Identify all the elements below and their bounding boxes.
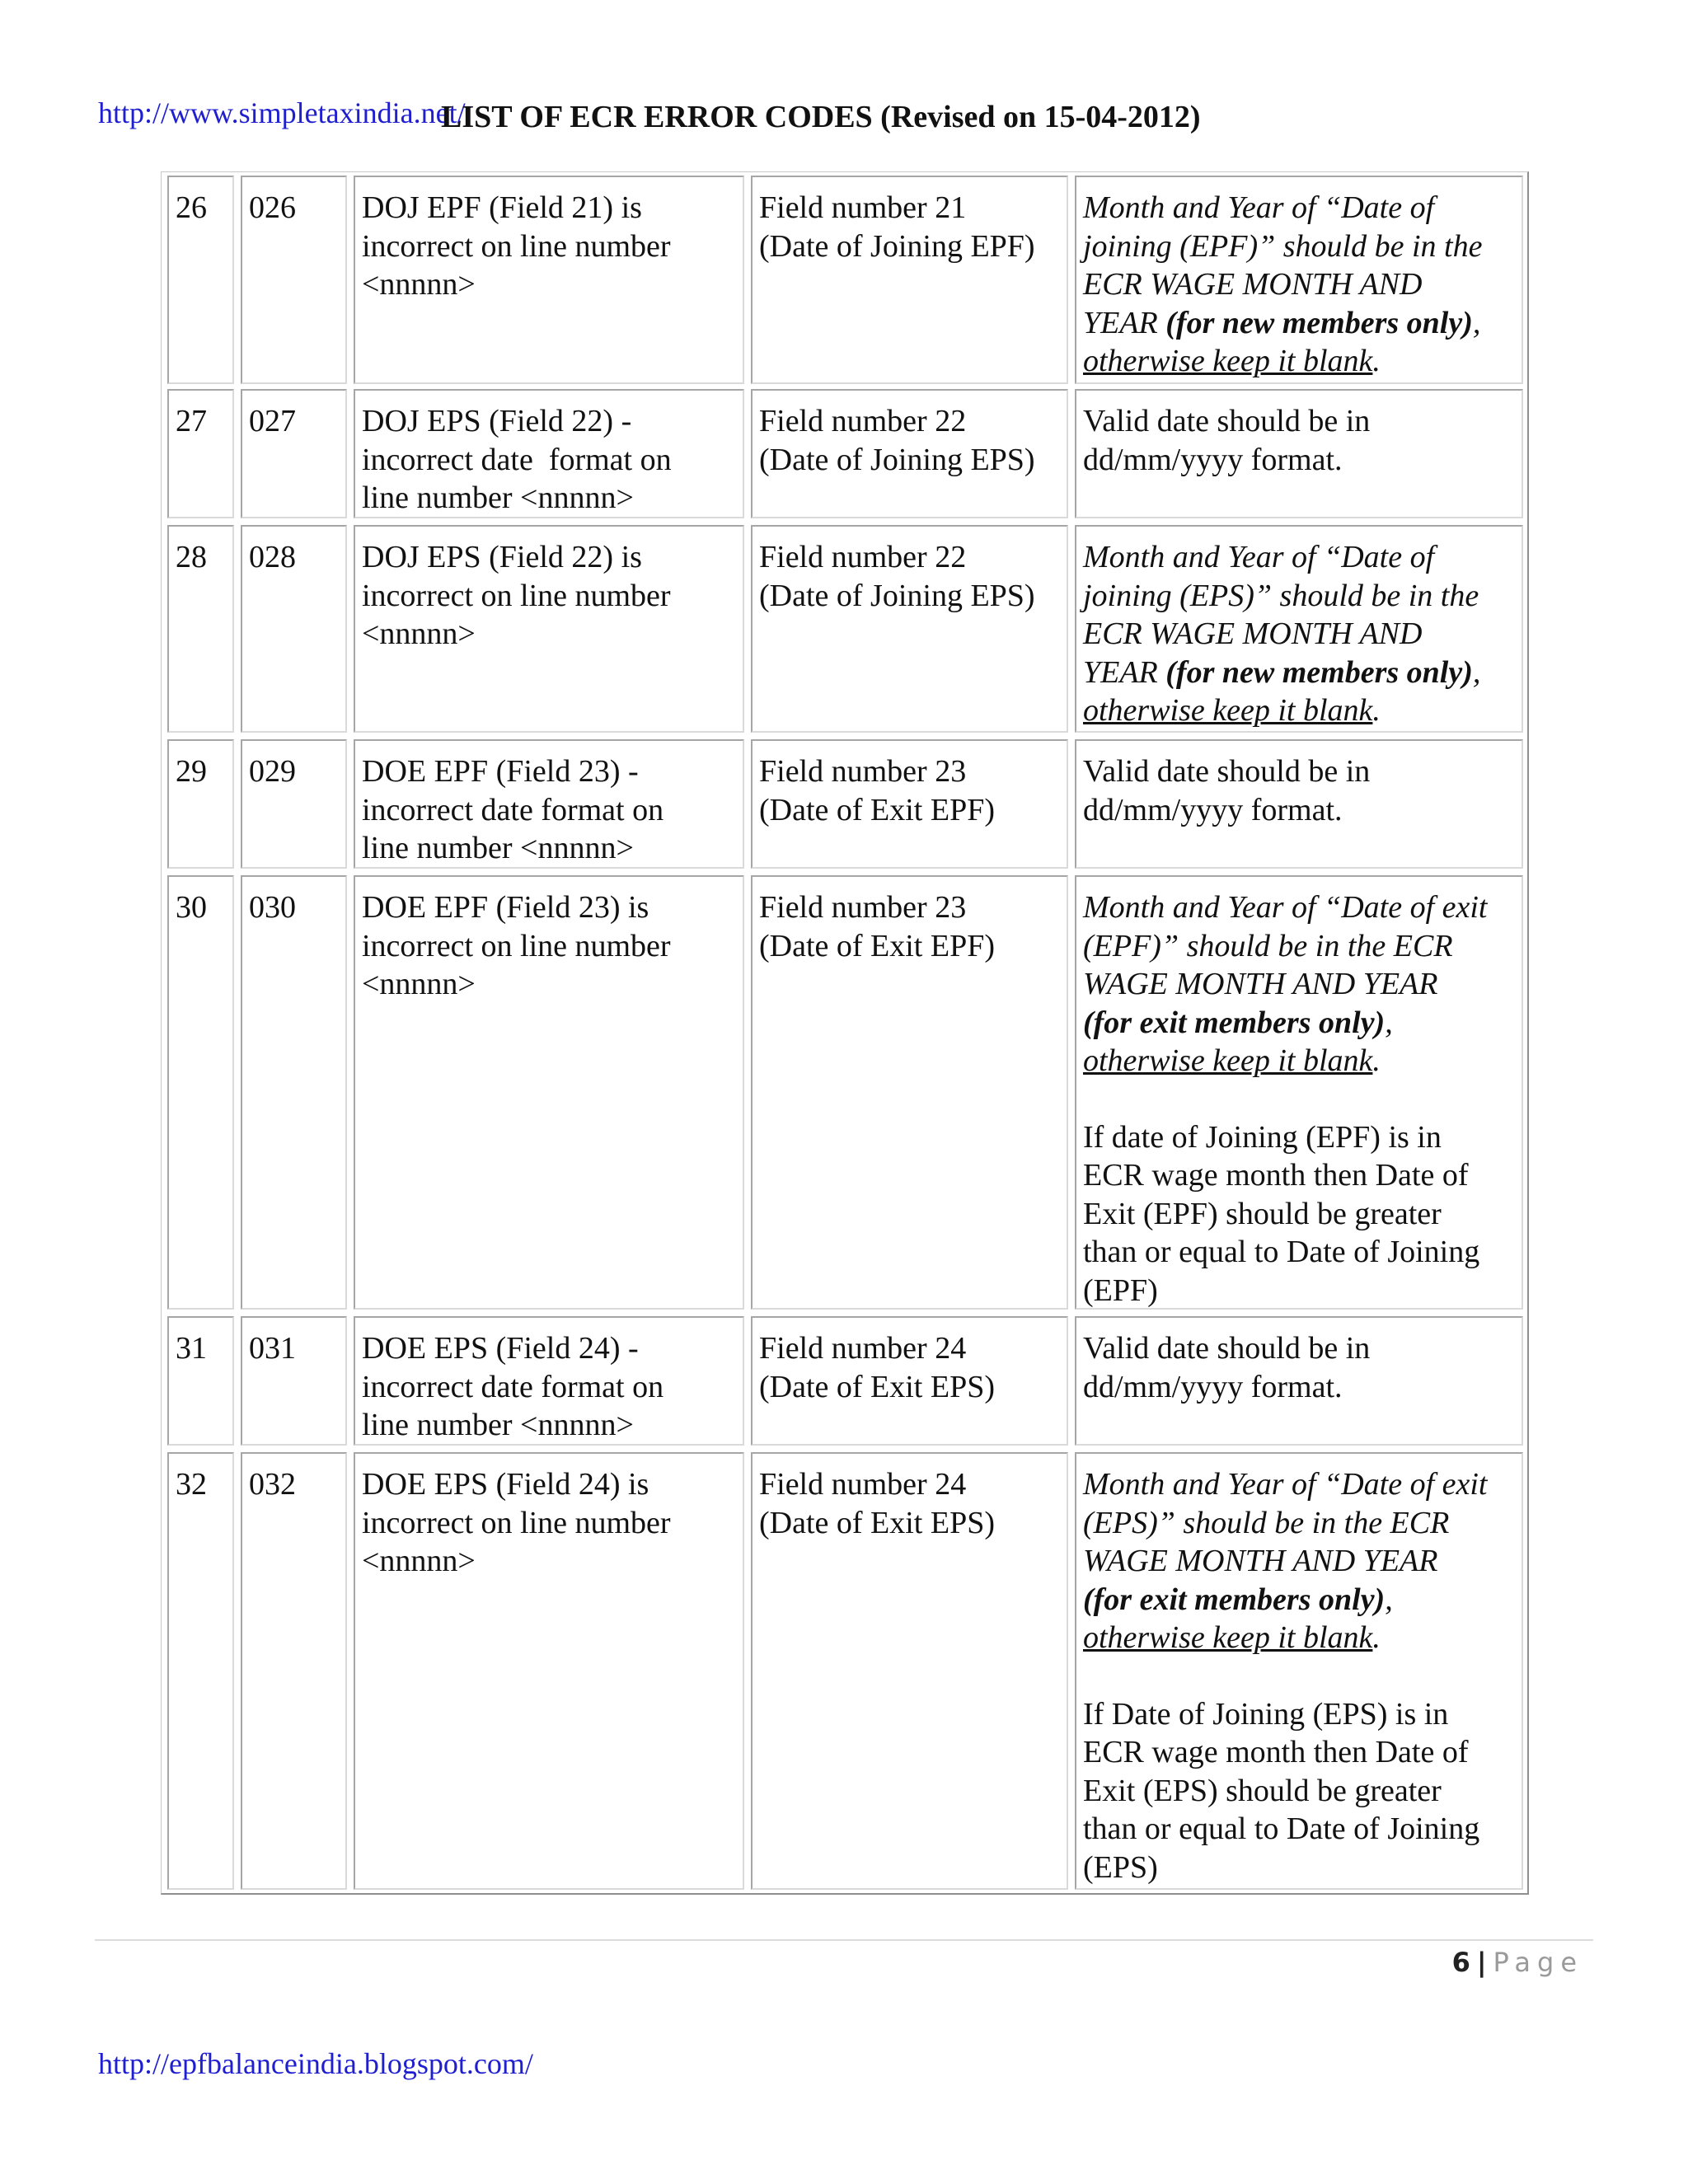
table-cell-description: DOJ EPF (Field 21) is incorrect on line number <nnnnn> <box>354 176 744 384</box>
table-cell-field: Field number 23 (Date of Exit EPF) <box>751 875 1068 1310</box>
page-number <box>1452 1947 1583 1978</box>
table-cell-description: DOE EPF (Field 23) - incorrect date format on line number <nnnnn> <box>354 739 744 869</box>
table-cell-remark: Month and Year of “Date of joining (EPS)” should be in the ECR WAGE MONTH AND YEAR (for new members only), otherwise keep it blank. <box>1075 525 1523 733</box>
footer-link[interactable]: http://epfbalanceindia.blogspot.com/ <box>98 2047 533 2080</box>
table-cell-sno: 28 <box>167 525 234 733</box>
table-cell-description: DOJ EPS (Field 22) - incorrect date format on line number <nnnnn> <box>354 389 744 518</box>
page-number-value: 6 <box>1451 1947 1470 1978</box>
table-cell-field: Field number 22 (Date of Joining EPS) <box>751 525 1068 733</box>
table-cell-description: DOJ EPS (Field 22) is incorrect on line number <nnnnn> <box>354 525 744 733</box>
table-cell-code: 031 <box>241 1316 347 1446</box>
table-cell-remark: Valid date should be in dd/mm/yyyy format. <box>1075 1316 1523 1446</box>
table-cell-remark: Month and Year of “Date of exit (EPS)” should be in the ECR WAGE MONTH AND YEAR (for exit members only), otherwise keep it blank. If Date of Joining (EPS) is in ECR wage month then Date of Exit (EPS) should be greater than or equal to Date of Joining (EPS) <box>1075 1452 1523 1890</box>
footer-divider <box>95 1939 1593 1941</box>
table-cell-description: DOE EPF (Field 23) is incorrect on line number <nnnnn> <box>354 875 744 1310</box>
table-cell-sno: 31 <box>167 1316 234 1446</box>
table-cell-description: DOE EPS (Field 24) is incorrect on line number <nnnnn> <box>354 1452 744 1890</box>
table-cell-field: Field number 22 (Date of Joining EPS) <box>751 389 1068 518</box>
table-cell-code: 029 <box>241 739 347 869</box>
table-cell-code: 030 <box>241 875 347 1310</box>
page-number-separator: | <box>1476 1947 1487 1978</box>
page-word: Page <box>1493 1947 1583 1978</box>
table-cell-description: DOE EPS (Field 24) - incorrect date format on line number <nnnnn> <box>354 1316 744 1446</box>
error-codes-table <box>161 171 1529 1895</box>
table-cell-sno: 27 <box>167 389 234 518</box>
table-cell-sno: 26 <box>167 176 234 384</box>
table-cell-remark: Month and Year of “Date of joining (EPF)” should be in the ECR WAGE MONTH AND YEAR (for new members only), otherwise keep it blank. <box>1075 176 1523 384</box>
table-cell-code: 028 <box>241 525 347 733</box>
table-cell-remark: Valid date should be in dd/mm/yyyy format. <box>1075 739 1523 869</box>
header-link[interactable]: http://www.simpletaxindia.net/ <box>98 96 466 129</box>
table-cell-sno: 32 <box>167 1452 234 1890</box>
table-cell-field: Field number 24 (Date of Exit EPS) <box>751 1316 1068 1446</box>
table-cell-code: 032 <box>241 1452 347 1890</box>
table-cell-remark: Month and Year of “Date of exit (EPF)” should be in the ECR WAGE MONTH AND YEAR (for exit members only), otherwise keep it blank. If date of Joining (EPF) is in ECR wage month then Date of Exit (EPF) should be greater than or equal to Date of Joining (EPF) <box>1075 875 1523 1310</box>
table-cell-code: 027 <box>241 389 347 518</box>
table-cell-field: Field number 23 (Date of Exit EPF) <box>751 739 1068 869</box>
table-cell-sno: 29 <box>167 739 234 869</box>
table-cell-field: Field number 24 (Date of Exit EPS) <box>751 1452 1068 1890</box>
table-cell-code: 026 <box>241 176 347 384</box>
table-cell-sno: 30 <box>167 875 234 1310</box>
table-cell-remark: Valid date should be in dd/mm/yyyy format. <box>1075 389 1523 518</box>
table-cell-field: Field number 21 (Date of Joining EPF) <box>751 176 1068 384</box>
page-title: LIST OF ECR ERROR CODES (Revised on 15-04-2012) <box>441 100 1201 134</box>
